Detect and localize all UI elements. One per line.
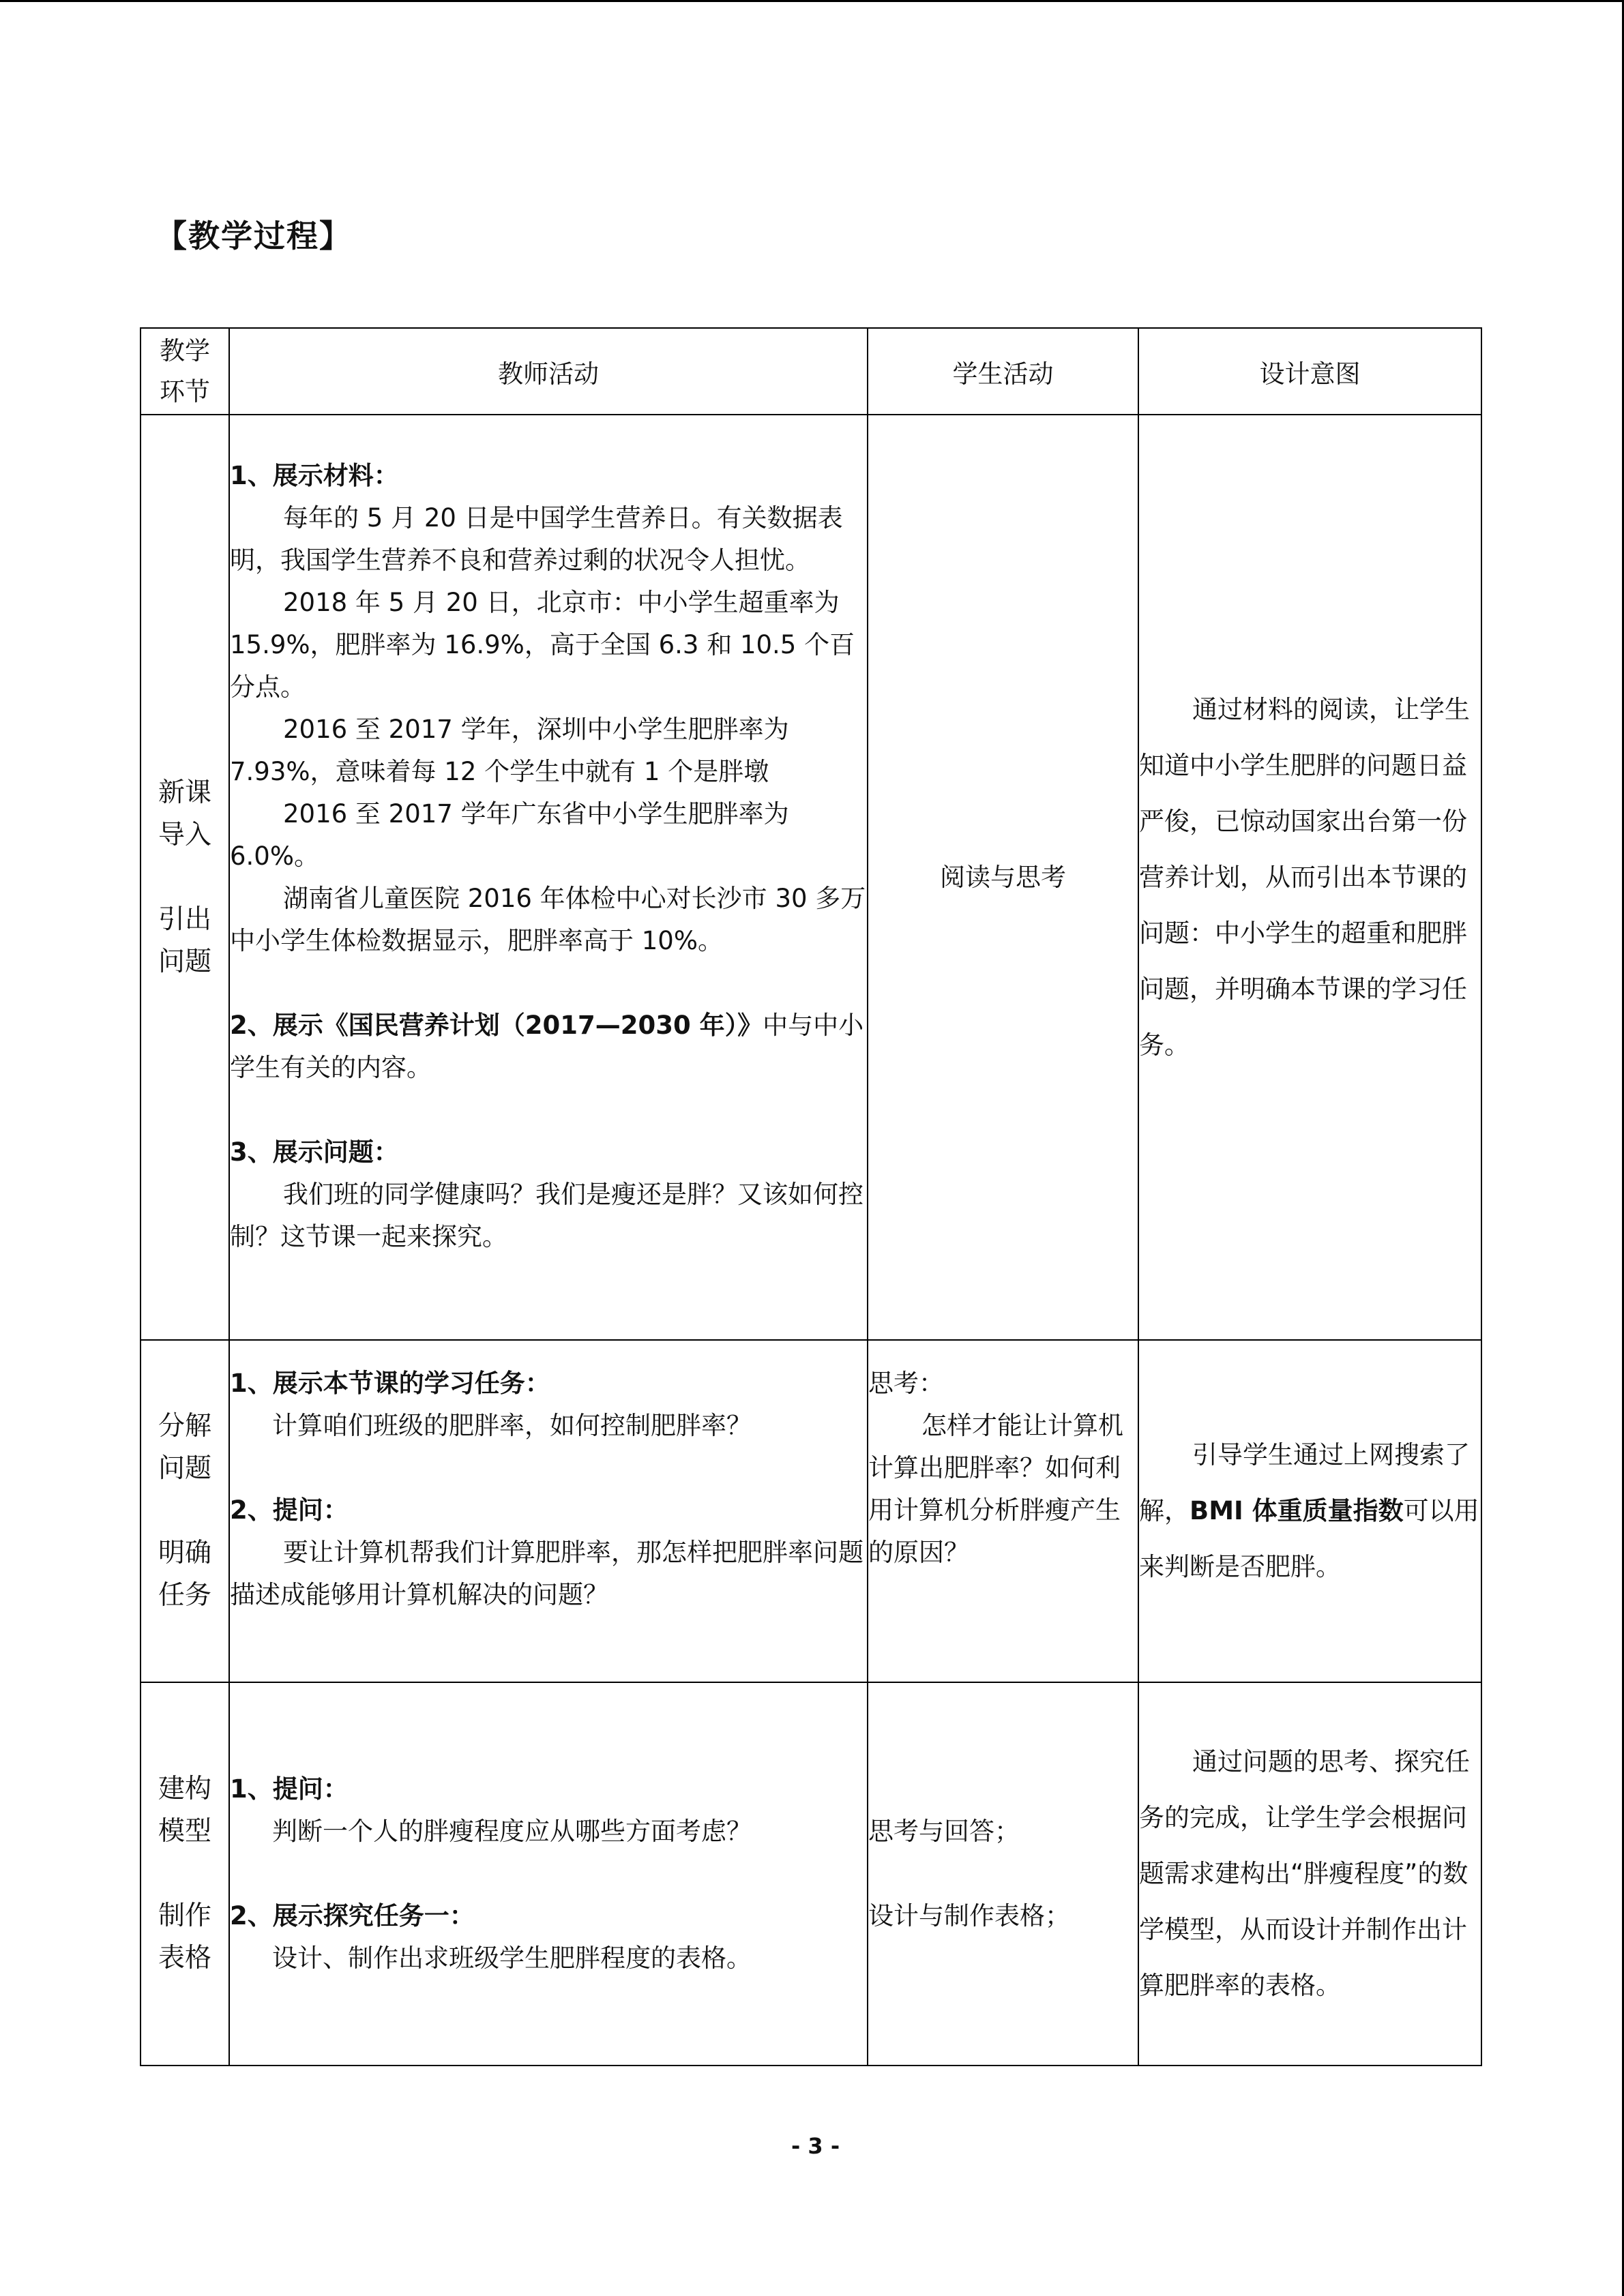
paragraph: 设计、制作出求班级学生肥胖程度的表格。 — [272, 1943, 752, 1973]
table-row — [141, 1682, 1481, 2066]
page-number: - 3 - — [791, 2133, 840, 2159]
student-activity-cell: 思考与回答； 设计与制作表格； — [868, 1682, 1138, 2066]
teaching-process-table — [140, 327, 1482, 2066]
question-heading: 3、展示问题： — [230, 1137, 399, 1167]
header-intent: 设计意图 — [1138, 328, 1481, 415]
design-intent-cell: 引导学生通过上网搜索了解，BMI 体重质量指数可以用来判断是否肥胖。 — [1138, 1340, 1481, 1682]
paragraph: 2、展示《国民营养计划（2017—2030 年）》中与中小学生有关的内容。 — [230, 1011, 864, 1082]
teacher-activity-cell — [229, 1340, 868, 1682]
stage-cell: 分解 问题 明确 任务 — [141, 1340, 229, 1682]
header-stage: 教学 环节 — [141, 328, 229, 415]
design-intent-cell: 通过材料的阅读，让学生知道中小学生肥胖的问题日益严俊，已惊动国家出台第一份营养计划，从而引出本节课的问题：中小学生的超重和肥胖问题，并明确本节课的学习任务。 — [1138, 415, 1481, 1340]
table-header-row — [141, 328, 1481, 415]
paragraph: 要让计算机帮我们计算肥胖率，那怎样把肥胖率问题描述成能够用计算机解决的问题？ — [230, 1538, 863, 1609]
paragraph: 2018 年 5 月 20 日，北京市：中小学生超重率为 15.9%，肥胖率为 16.9%，高于全国 6.3 和 10.5 个百分点。 — [230, 588, 855, 702]
paragraph: 2016 至 2017 学年广东省中小学生肥胖率为 6.0%。 — [230, 799, 789, 871]
teacher-activity-cell — [229, 1682, 868, 2066]
question-heading: 2、提问： — [230, 1495, 349, 1525]
header-student: 学生活动 — [868, 328, 1138, 415]
paragraph: 2016 至 2017 学年，深圳中小学生肥胖率为 7.93%，意味着每 12 个学生中就有 1 个是胖墩 — [230, 715, 789, 786]
task-heading: 2、展示探究任务一： — [230, 1901, 475, 1930]
table-row — [141, 1340, 1481, 1682]
student-activity-cell: 思考： 怎样才能让计算机计算出肥胖率？如何利用计算机分析胖瘦产生的原因？ — [868, 1340, 1138, 1682]
question-heading: 1、提问： — [230, 1774, 349, 1804]
paragraph: 我们班的同学健康吗？我们是瘦还是胖？又该如何控制？这节课一起来探究。 — [230, 1180, 863, 1251]
paragraph: 计算咱们班级的肥胖率，如何控制肥胖率？ — [272, 1411, 752, 1440]
section-heading: 【教学过程】 — [156, 218, 352, 254]
table-row — [141, 415, 1481, 1340]
page-top-border — [0, 0, 1624, 2]
paragraph: 判断一个人的胖瘦程度应从哪些方面考虑？ — [272, 1817, 752, 1846]
teacher-activity-cell — [229, 415, 868, 1340]
material-heading: 1、展示材料： — [230, 461, 399, 490]
task-heading: 1、展示本节课的学习任务： — [230, 1369, 550, 1398]
student-activity-cell: 阅读与思考 — [868, 415, 1138, 1340]
paragraph: 每年的 5 月 20 日是中国学生营养日。有关数据表明，我国学生营养不良和营养过剩的状况令人担忧。 — [230, 503, 843, 575]
header-teacher: 教师活动 — [229, 328, 868, 415]
design-intent-cell: 通过问题的思考、探究任务的完成，让学生学会根据问题需求建构出“胖瘦程度”的数学模型，从而设计并制作出计算肥胖率的表格。 — [1138, 1682, 1481, 2066]
stage-cell: 新课 导入 引出 问题 — [141, 415, 229, 1340]
stage-cell: 建构 模型 制作 表格 — [141, 1682, 229, 2066]
paragraph: 湖南省儿童医院 2016 年体检中心对长沙市 30 多万中小学生体检数据显示，肥胖率高于 10%。 — [230, 884, 866, 955]
